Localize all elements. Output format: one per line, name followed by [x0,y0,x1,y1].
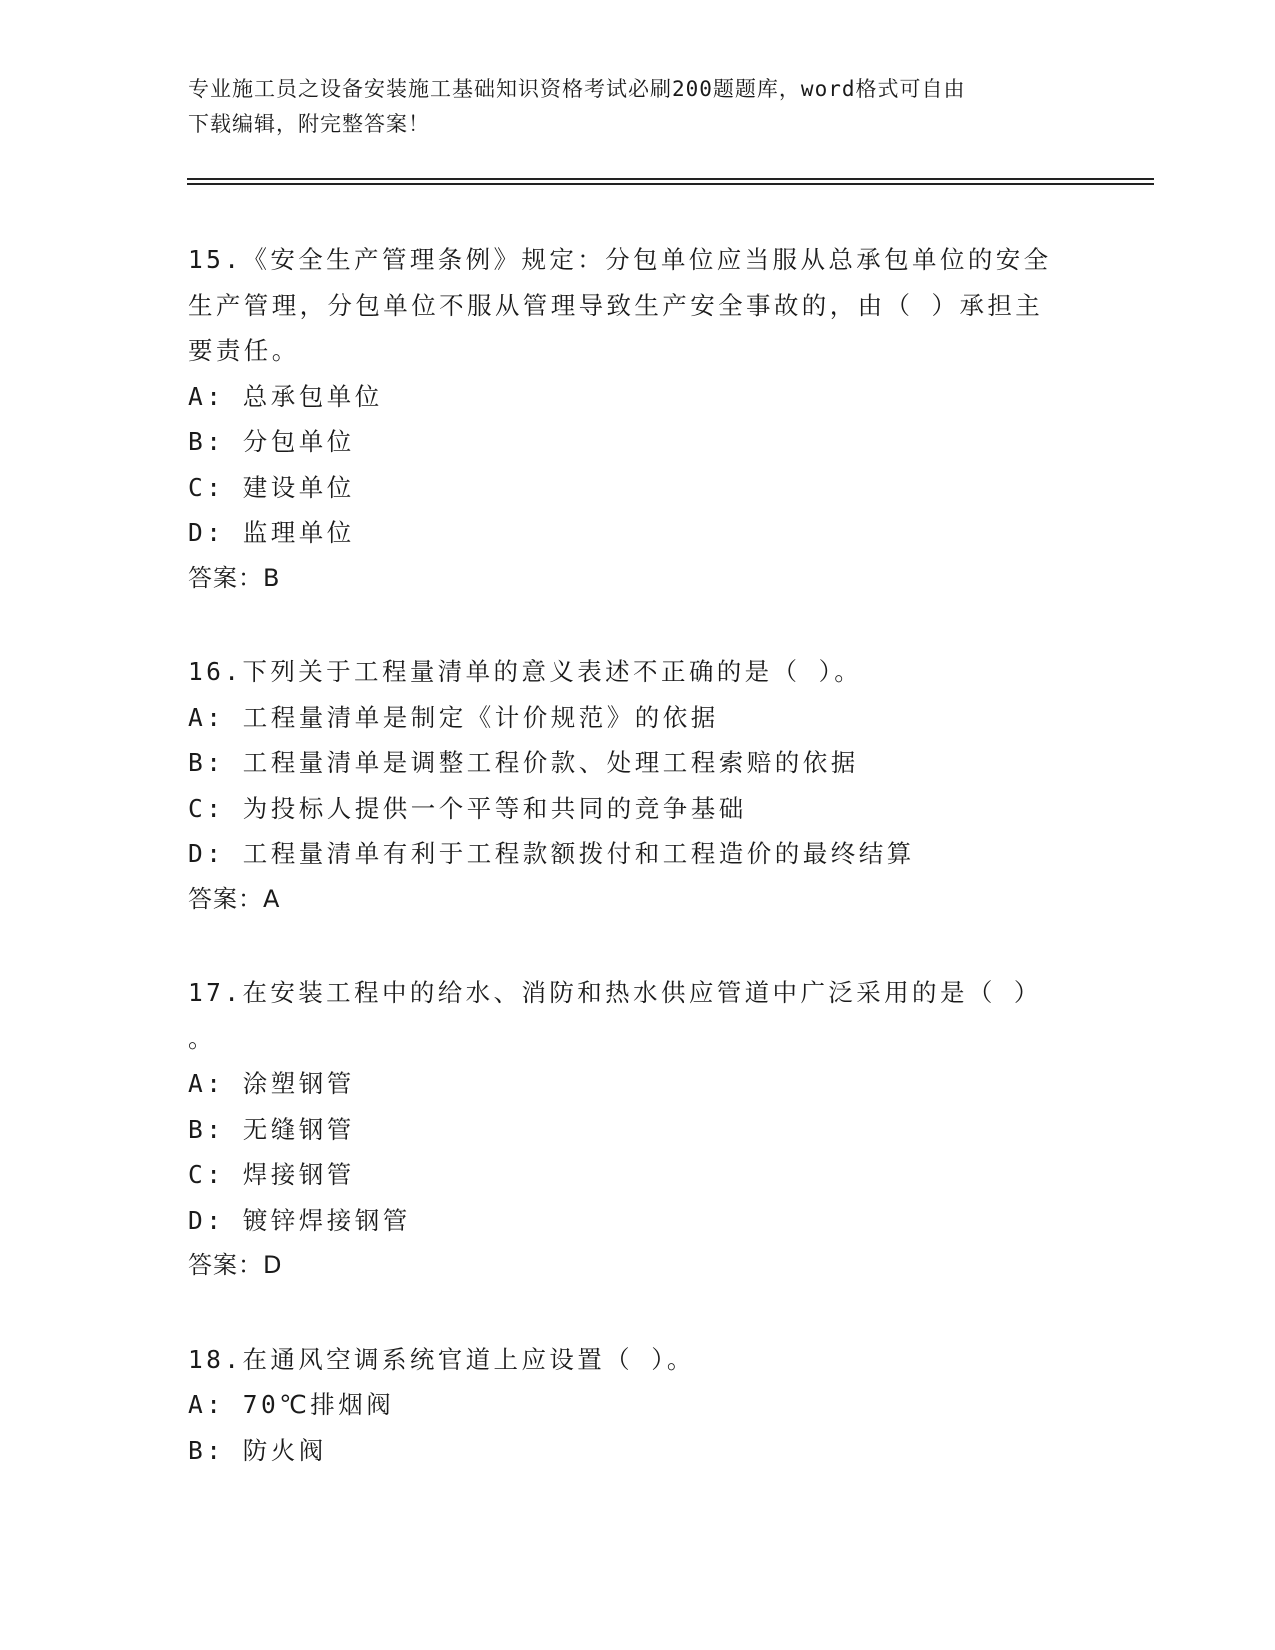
option-d: D: 镀锌焊接钢管 [188,1205,411,1235]
header-rule-bottom [187,183,1154,185]
question-text [188,649,1088,695]
question-text-line: 16.下列关于工程量清单的意义表述不正确的是（ ）。 [188,657,863,686]
option-a: A: 涂塑钢管 [188,1069,355,1098]
header-line-2: 下载编辑，附完整答案！ [188,112,430,136]
question-15 [188,237,1088,601]
option-c: C: 焊接钢管 [188,1160,355,1189]
header-rule-top [187,178,1154,180]
option-a: A: 70℃排烟阀 [188,1390,395,1419]
answer-line: 答案：B [188,563,281,592]
option-a: A: 总承包单位 [188,381,383,411]
option-d: D: 工程量清单有利于工程款额拨付和工程造价的最终结算 [188,839,915,868]
question-list [188,237,1088,1521]
option-b: B: 防火阀 [188,1435,327,1465]
question-text-line: 生产管理，分包单位不服从管理导致生产安全事故的，由（ ）承担主 [188,290,1044,320]
question-text-line: 15.《安全生产管理条例》规定：分包单位应当服从总承包单位的安全 [188,245,1052,274]
option-b: B: 分包单位 [188,427,355,456]
option-a: A: 工程量清单是制定《计价规范》的依据 [188,702,719,732]
question-17 [188,970,1088,1289]
option-d: D: 监理单位 [188,518,355,547]
document-header [188,72,1088,142]
option-b: B: 工程量清单是调整工程价款、处理工程索赔的依据 [188,748,859,777]
option-c: C: 建设单位 [188,472,355,502]
question-18 [188,1337,1088,1474]
question-text [188,1337,1088,1383]
question-text [188,970,1088,1061]
question-16 [188,649,1088,922]
header-line-1: 专业施工员之设备安装施工基础知识资格考试必刷200题题库，word格式可自由 [188,77,966,101]
question-text-line: 17.在安装工程中的给水、消防和热水供应管道中广泛采用的是（ ） [188,978,1042,1007]
answer-line: 答案：D [188,1251,283,1279]
answer-line: 答案：A [188,884,281,913]
question-text [188,237,1088,374]
option-b: B: 无缝钢管 [188,1114,355,1144]
question-text-line: 。 [188,1023,216,1053]
question-text-line: 18.在通风空调系统官道上应设置（ ）。 [188,1344,695,1374]
option-c: C: 为投标人提供一个平等和共同的竞争基础 [188,793,747,823]
question-text-line: 要责任。 [188,336,300,365]
